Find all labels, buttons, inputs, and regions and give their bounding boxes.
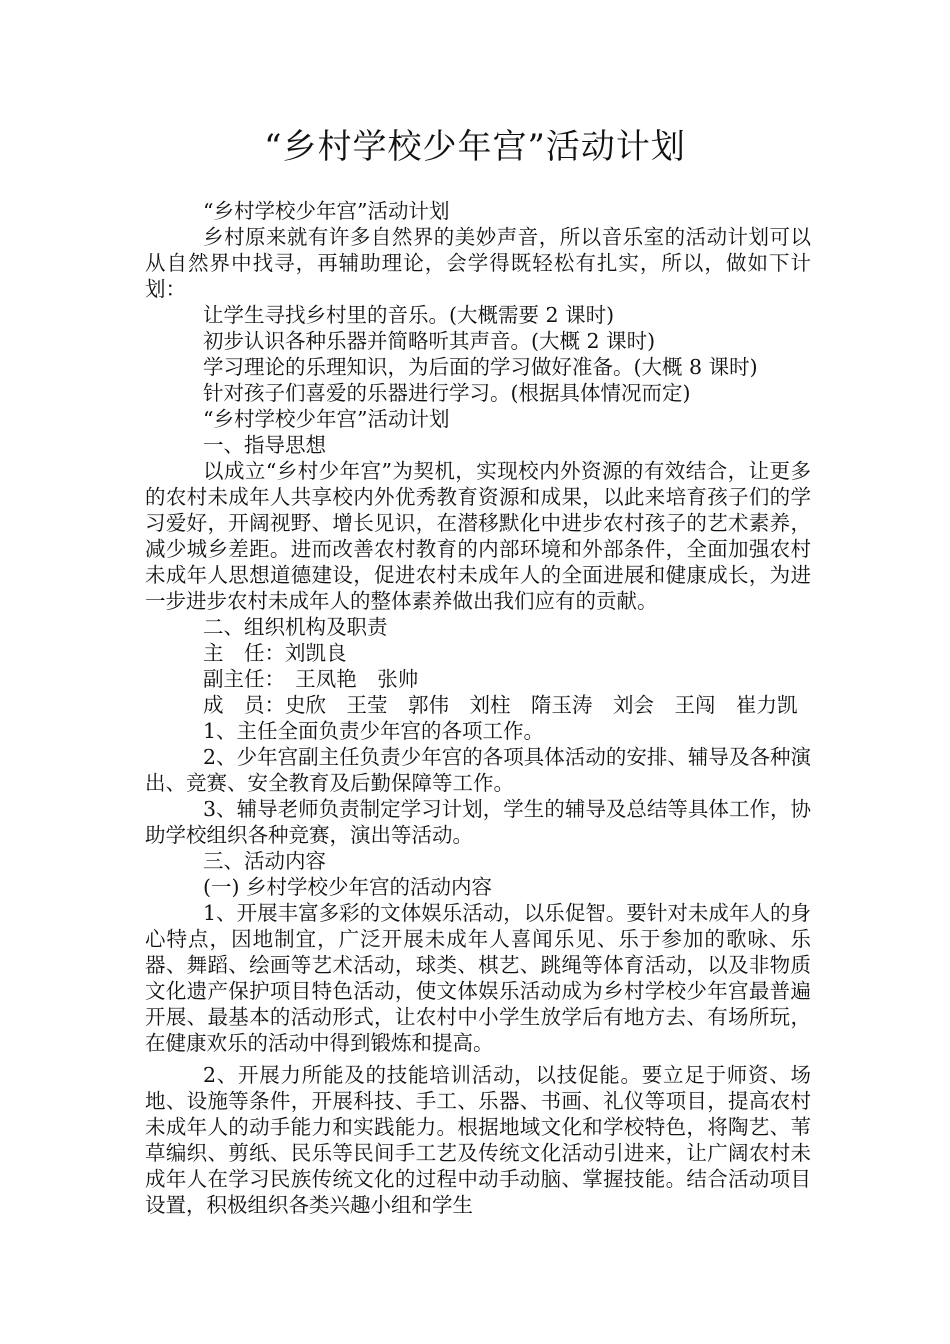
- paragraph: 初步认识各种乐器并简略听其声音。(大概 2 课时): [203, 329, 656, 353]
- section-heading: 三、活动内容: [203, 849, 326, 873]
- section-heading: 二、组织机构及职责: [203, 615, 388, 639]
- paragraph: 针对孩子们喜爱的乐器进行学习。(根据具体情况而定): [203, 381, 691, 405]
- paragraph: “乡村学校少年宫”活动计划: [203, 407, 450, 431]
- paragraph: “乡村学校少年宫”活动计划: [203, 199, 450, 223]
- paragraph: 乡村原来就有许多自然界的美妙声音，所以音乐室的活动计划可以从自然界中找寻，再辅助理论，会学得既轻松有扎实，所以，做如下计划：: [145, 225, 811, 301]
- paragraph: 学习理论的乐理知识，为后面的学习做好准备。(大概 8 课时): [203, 355, 758, 379]
- paragraph: 副主任： 王凤艳 张帅: [203, 667, 419, 691]
- paragraph: 主 任：刘凯良: [203, 641, 347, 665]
- paragraph: 2、少年宫副主任负责少年宫的各项具体活动的安排、辅导及各种演出、竞赛、安全教育及后勤保障等工作。: [145, 745, 811, 795]
- document-body: [145, 198, 811, 1218]
- paragraph: 以成立“乡村少年宫”为契机，实现校内外资源的有效结合，让更多的农村未成年人共享校内外优秀教育资源和成果，以此来培育孩子们的学习爱好，开阔视野、增长见识，在潜移默化中进步农村孩子的艺术素养，减少城乡差距。进而改善农村教育的内部环境和外部条件，全面加强农村未成年人思想道德建设，促进农村未成年人的全面进展和健康成长，为进一步进步农村未成年人的整体素养做出我们应有的贡献。: [145, 459, 811, 613]
- document-title: “乡村学校少年宫”活动计划: [264, 127, 686, 167]
- paragraph: 1、主任全面负责少年宫的各项工作。: [203, 719, 545, 743]
- section-heading: 一、指导思想: [203, 433, 326, 457]
- paragraph: 1、开展丰富多彩的文体娱乐活动，以乐促智。要针对未成年人的身心特点，因地制宜，广泛开展未成年人喜闻乐见、乐于参加的歌咏、乐器、舞蹈、绘画等艺术活动，球类、棋艺、跳绳等体育活动，以及非物质文化遗产保护项目特色活动，使文体娱乐活动成为乡村学校少年宫最普遍开展、最基本的活动形式，让农村中小学生放学后有地方去、有场所玩，在健康欢乐的活动中得到锻炼和提高。: [145, 901, 811, 1055]
- paragraph: 成 员：史欣 王莹 郭伟 刘柱 隋玉涛 刘会 王闯 崔力凯: [203, 693, 798, 717]
- paragraph: 2、开展力所能及的技能培训活动，以技促能。要立足于师资、场地、设施等条件，开展科技、手工、乐器、书画、礼仪等项目，提高农村未成年人的动手能力和实践能力。根据地域文化和学校特色，将陶艺、苇草编织、剪纸、民乐等民间手工艺及传统文化活动引进来，让广阔农村未成年人在学习民族传统文化的过程中动手动脑、掌握技能。结合活动项目设置，积极组织各类兴趣小组和学生: [145, 1063, 811, 1217]
- subsection-heading: (一) 乡村学校少年宫的活动内容: [203, 875, 493, 899]
- paragraph: 3、辅导老师负责制定学习计划，学生的辅导及总结等具体工作，协助学校组织各种竞赛，演出等活动。: [145, 797, 811, 847]
- paragraph: 让学生寻找乡村里的音乐。(大概需要 2 课时): [203, 303, 615, 327]
